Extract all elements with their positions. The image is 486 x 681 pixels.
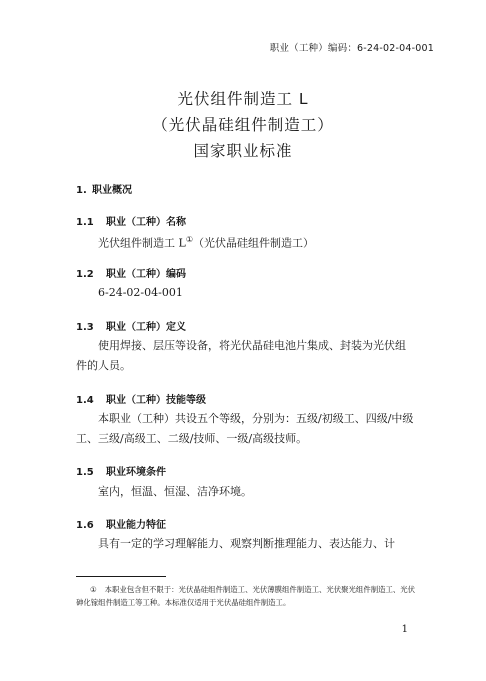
section-number: 1.3 — [76, 322, 94, 333]
section-number: 1.6 — [76, 520, 94, 531]
section-label: 职业（工种）名称 — [106, 217, 186, 228]
section-label: 职业（工种）定义 — [106, 322, 186, 333]
section-1-heading — [76, 181, 132, 196]
running-header: 职业（工种）编码：6-24-02-04-001 — [269, 43, 434, 54]
footnote-reference: ① — [185, 235, 193, 244]
section-number: 1. — [76, 185, 87, 196]
occupation-code: 6-24-02-04-001 — [98, 286, 183, 299]
section-label: 职业能力特征 — [106, 520, 166, 531]
document-title-line-2: （光伏晶硅组件制造工） — [152, 116, 334, 134]
section-1-1-body — [76, 230, 416, 254]
section-label: 职业（工种）编码 — [106, 269, 186, 280]
section-1-5-heading — [76, 463, 166, 478]
footnote-text: 本职业包含但不限于：光伏晶硅组件制造工、光伏薄膜组件制造工、光伏聚光组件制造工、光伏砷化镓组件制造工等工种。本标准仅适用于光伏晶硅组件制造工。 — [76, 585, 416, 607]
section-1-2-body — [76, 283, 416, 303]
section-label: 职业概况 — [92, 185, 132, 196]
document-title-line-3: 国家职业标准 — [193, 142, 293, 160]
section-1-5-body: 室内，恒温、恒湿、洁净环境。 — [98, 485, 252, 498]
section-label: 职业（工种）技能等级 — [106, 395, 206, 406]
footnote-mark: ① — [90, 585, 97, 594]
document-title-line-1: 光伏组件制造工 L — [177, 90, 309, 108]
footnote-separator — [76, 576, 166, 577]
section-1-2-heading — [76, 265, 186, 280]
section-1-6-heading — [76, 516, 166, 531]
section-1-4-body: 本职业（工种）共设五个等级，分别为：五级/初级工、四级/中级工、三级/高级工、二级/技师、一级/高级技师。 — [76, 412, 414, 445]
section-number: 1.2 — [76, 269, 94, 280]
section-1-1-heading — [76, 213, 186, 228]
occupation-subname: （光伏晶硅组件制造工） — [192, 236, 314, 250]
footnote — [76, 583, 416, 609]
section-1-3-body: 使用焊接、层压等设备，将光伏晶硅电池片集成、封装为光伏组件的人员。 — [76, 339, 406, 372]
section-1-4-heading — [76, 391, 206, 406]
section-number: 1.5 — [76, 467, 94, 478]
section-number: 1.1 — [76, 217, 94, 228]
section-1-3-heading — [76, 318, 186, 333]
page-number: 1 — [401, 624, 408, 635]
section-label: 职业环境条件 — [106, 467, 166, 478]
section-1-6-body: 具有一定的学习理解能力、观察判断推理能力、表达能力、计 — [98, 537, 395, 550]
occupation-name: 光伏组件制造工 L — [98, 236, 186, 250]
section-number: 1.4 — [76, 395, 94, 406]
